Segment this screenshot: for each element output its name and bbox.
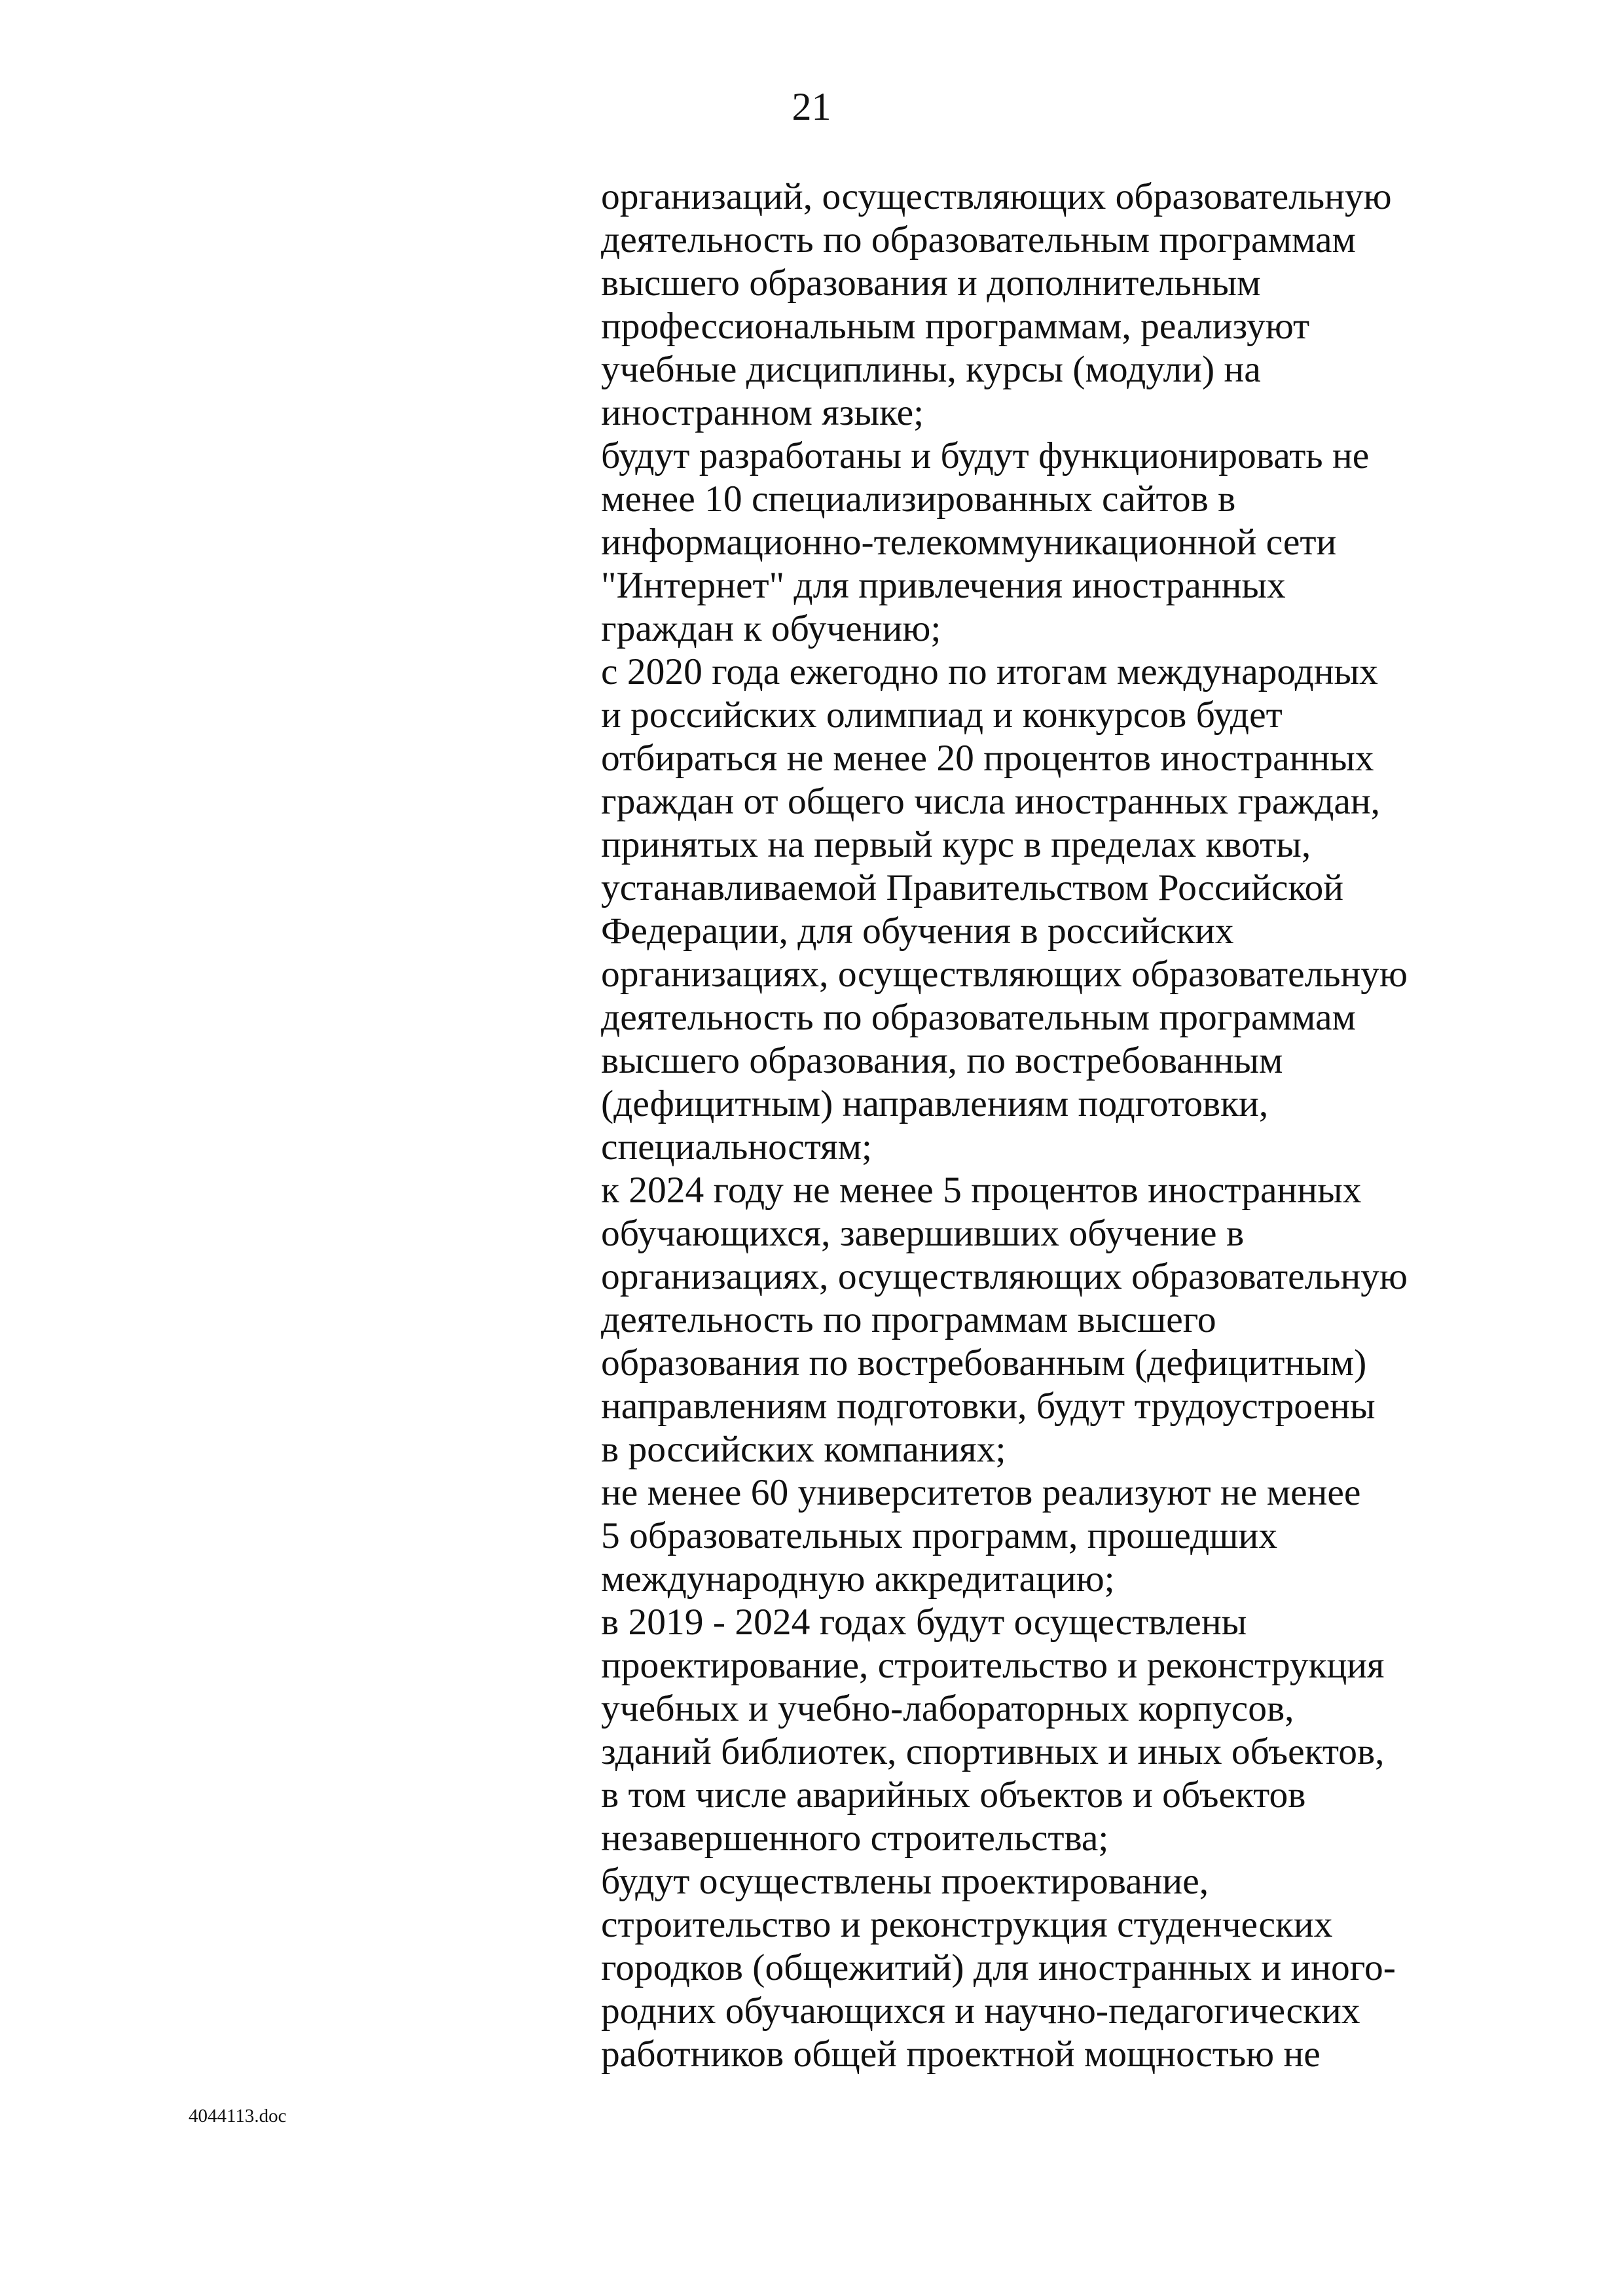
text-line: принятых на первый курс в пределах квоты, [601, 824, 1311, 865]
text-line: высшего образования и дополнительным [601, 262, 1261, 304]
text-line: в российских компаниях; [601, 1429, 1006, 1470]
text-line: организациях, осуществляющих образовательную [601, 954, 1408, 995]
text-line: зданий библиотек, спортивных и иных объектов, [601, 1731, 1385, 1772]
document-filename: 4044113.doc [189, 2106, 287, 2126]
text-line: организаций, осуществляющих образовательную [601, 176, 1392, 217]
text-line: учебных и учебно-лабораторных корпусов, [601, 1688, 1294, 1729]
text-line: деятельность по образовательным программам [601, 219, 1356, 260]
text-line: (дефицитным) направлениям подготовки, [601, 1083, 1269, 1124]
text-line: будут осуществлены проектирование, [601, 1861, 1209, 1902]
text-line: специальностям; [601, 1126, 872, 1168]
text-line: с 2020 года ежегодно по итогам международных [601, 651, 1378, 692]
text-line: международную аккредитацию; [601, 1558, 1115, 1600]
text-line: устанавливаемой Правительством Российской [601, 867, 1343, 908]
text-line: родних обучающихся и научно-педагогических [601, 1990, 1360, 2032]
text-line: граждан к обучению; [601, 608, 941, 649]
text-line: строительство и реконструкция студенческих [601, 1904, 1333, 1945]
text-line: учебные дисциплины, курсы (модули) на [601, 349, 1261, 390]
text-line: высшего образования, по востребованным [601, 1040, 1283, 1081]
text-line: в 2019 - 2024 годах будут осуществлены [601, 1602, 1247, 1643]
text-line: организациях, осуществляющих образовательную [601, 1256, 1408, 1297]
text-line: и российских олимпиад и конкурсов будет [601, 694, 1283, 736]
text-line: менее 10 специализированных сайтов в [601, 478, 1236, 520]
text-line: проектирование, строительство и реконструкция [601, 1645, 1385, 1686]
text-line: 5 образовательных программ, прошедших [601, 1515, 1278, 1556]
text-line: деятельность по образовательным программам [601, 997, 1356, 1038]
text-line: городков (общежитий) для иностранных и иного- [601, 1947, 1396, 1988]
text-line: направлениям подготовки, будут трудоустроены [601, 1386, 1376, 1427]
text-line: будут разработаны и будут функционировать не [601, 435, 1370, 476]
text-line: Федерации, для обучения в российских [601, 910, 1234, 952]
text-line: деятельность по программам высшего [601, 1299, 1216, 1340]
text-line: информационно-телекоммуникационной сети [601, 522, 1337, 563]
text-line: профессиональным программам, реализуют [601, 306, 1310, 347]
text-line: не менее 60 университетов реализуют не менее [601, 1472, 1361, 1513]
text-line: "Интернет" для привлечения иностранных [601, 565, 1286, 606]
text-line: в том числе аварийных объектов и объектов [601, 1774, 1306, 1816]
text-line: иностранном языке; [601, 392, 924, 433]
document-body [601, 175, 1465, 2076]
text-line: образования по востребованным (дефицитным) [601, 1342, 1367, 1384]
text-line: отбираться не менее 20 процентов иностранных [601, 738, 1374, 779]
text-line: работников общей проектной мощностью не [601, 2034, 1321, 2075]
page-number: 21 [792, 85, 831, 128]
text-line: незавершенного строительства; [601, 1818, 1109, 1859]
text-line: к 2024 году не менее 5 процентов иностранных [601, 1170, 1362, 1211]
text-line: обучающихся, завершивших обучение в [601, 1213, 1245, 1254]
text-line: граждан от общего числа иностранных граждан, [601, 781, 1381, 822]
